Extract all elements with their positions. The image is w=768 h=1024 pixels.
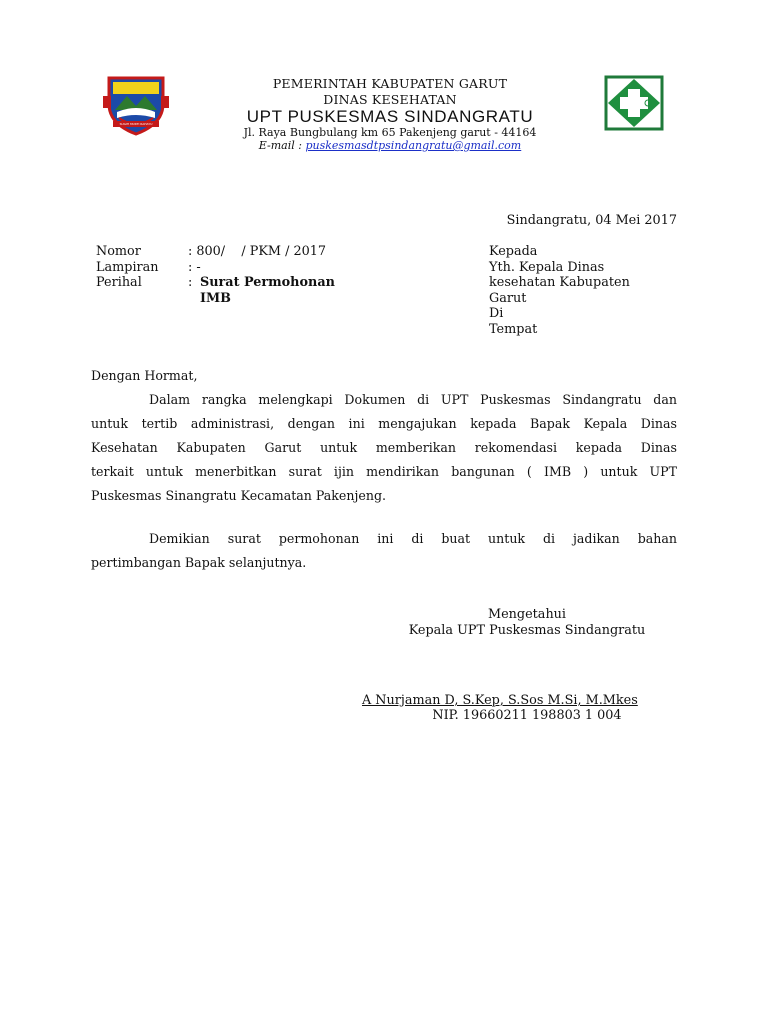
paragraph-line: pertimbangan Bapak selanjutnya.: [91, 555, 307, 570]
paragraph-line: Kesehatan Kabupaten Garut untuk memberikan rekomendasi kepada Dinas: [91, 440, 677, 455]
recipient-line: Yth. Kepala Dinas: [489, 259, 605, 275]
perihal-value-2: IMB: [200, 290, 231, 306]
gov-line: PEMERINTAH KABUPATEN GARUT: [272, 76, 508, 91]
lampiran-value: : -: [188, 259, 201, 275]
perihal-label: Perihal: [96, 275, 142, 290]
paragraph-line: Dalam rangka melengkapi Dokumen di UPT Puskesmas Sindangratu dan: [149, 392, 677, 407]
recipient-line: Garut: [489, 290, 527, 306]
email-link[interactable]: puskesmasdtpsindangratu@gmail.com: [305, 139, 522, 152]
paragraph-line: untuk tertib administrasi, dengan ini mengajukan kepada Bapak Kepala Dinas: [91, 416, 677, 431]
recipient-line: Di: [489, 306, 504, 321]
letter-date: Sindangratu, 04 Mei 2017: [506, 213, 677, 228]
perihal-value-1: Surat Permohonan: [200, 275, 335, 290]
agency-line: DINAS KESEHATAN: [323, 92, 457, 107]
signatory-name: A Nurjaman D, S.Kep, S.Sos M.Si, M.Mkes: [362, 693, 638, 708]
greeting: Dengan Hormat,: [91, 368, 198, 383]
puskesmas-green-cross-icon: [604, 75, 664, 131]
email-label: E-mail :: [258, 139, 302, 152]
recipient-block: [489, 244, 689, 337]
garut-regency-crest-icon: [103, 74, 169, 136]
crest-motto: SUGIH MUKTI RAHAYU: [119, 122, 153, 126]
letterhead: [0, 0, 768, 170]
address-line: Jl. Raya Bungbulang km 65 Pakenjeng garut - 44164: [243, 126, 537, 139]
institution-name: UPT PUSKESMAS SINDANGRATU: [246, 107, 534, 126]
letter-meta: [96, 244, 396, 314]
paragraph-line: Puskesmas Sinangratu Kecamatan Pakenjeng.: [91, 488, 387, 503]
lampiran-label: Lampiran: [96, 259, 159, 275]
recipient-line: kesehatan Kabupaten: [489, 275, 630, 290]
paragraph-2: [91, 527, 677, 575]
recipient-line: Tempat: [489, 321, 538, 337]
signature-title: Kepala UPT Puskesmas Sindangratu: [408, 623, 646, 638]
signatory-nip: NIP. 19660211 198803 1 004: [432, 708, 622, 723]
paragraph-1: [91, 388, 677, 508]
perihal-colon: :: [188, 275, 193, 290]
paragraph-line: Demikian surat permohonan ini di buat untuk di jadikan bahan: [149, 531, 677, 546]
nomor-label: Nomor: [96, 244, 141, 259]
recipient-line: Kepada: [489, 244, 538, 259]
email-line: [180, 139, 600, 152]
nomor-value: : 800/ / PKM / 2017: [188, 244, 327, 259]
signature-known: Mengetahui: [487, 607, 567, 622]
paragraph-line: terkait untuk menerbitkan surat ijin mendirikan bangunan ( IMB ) untuk UPT: [91, 464, 677, 479]
